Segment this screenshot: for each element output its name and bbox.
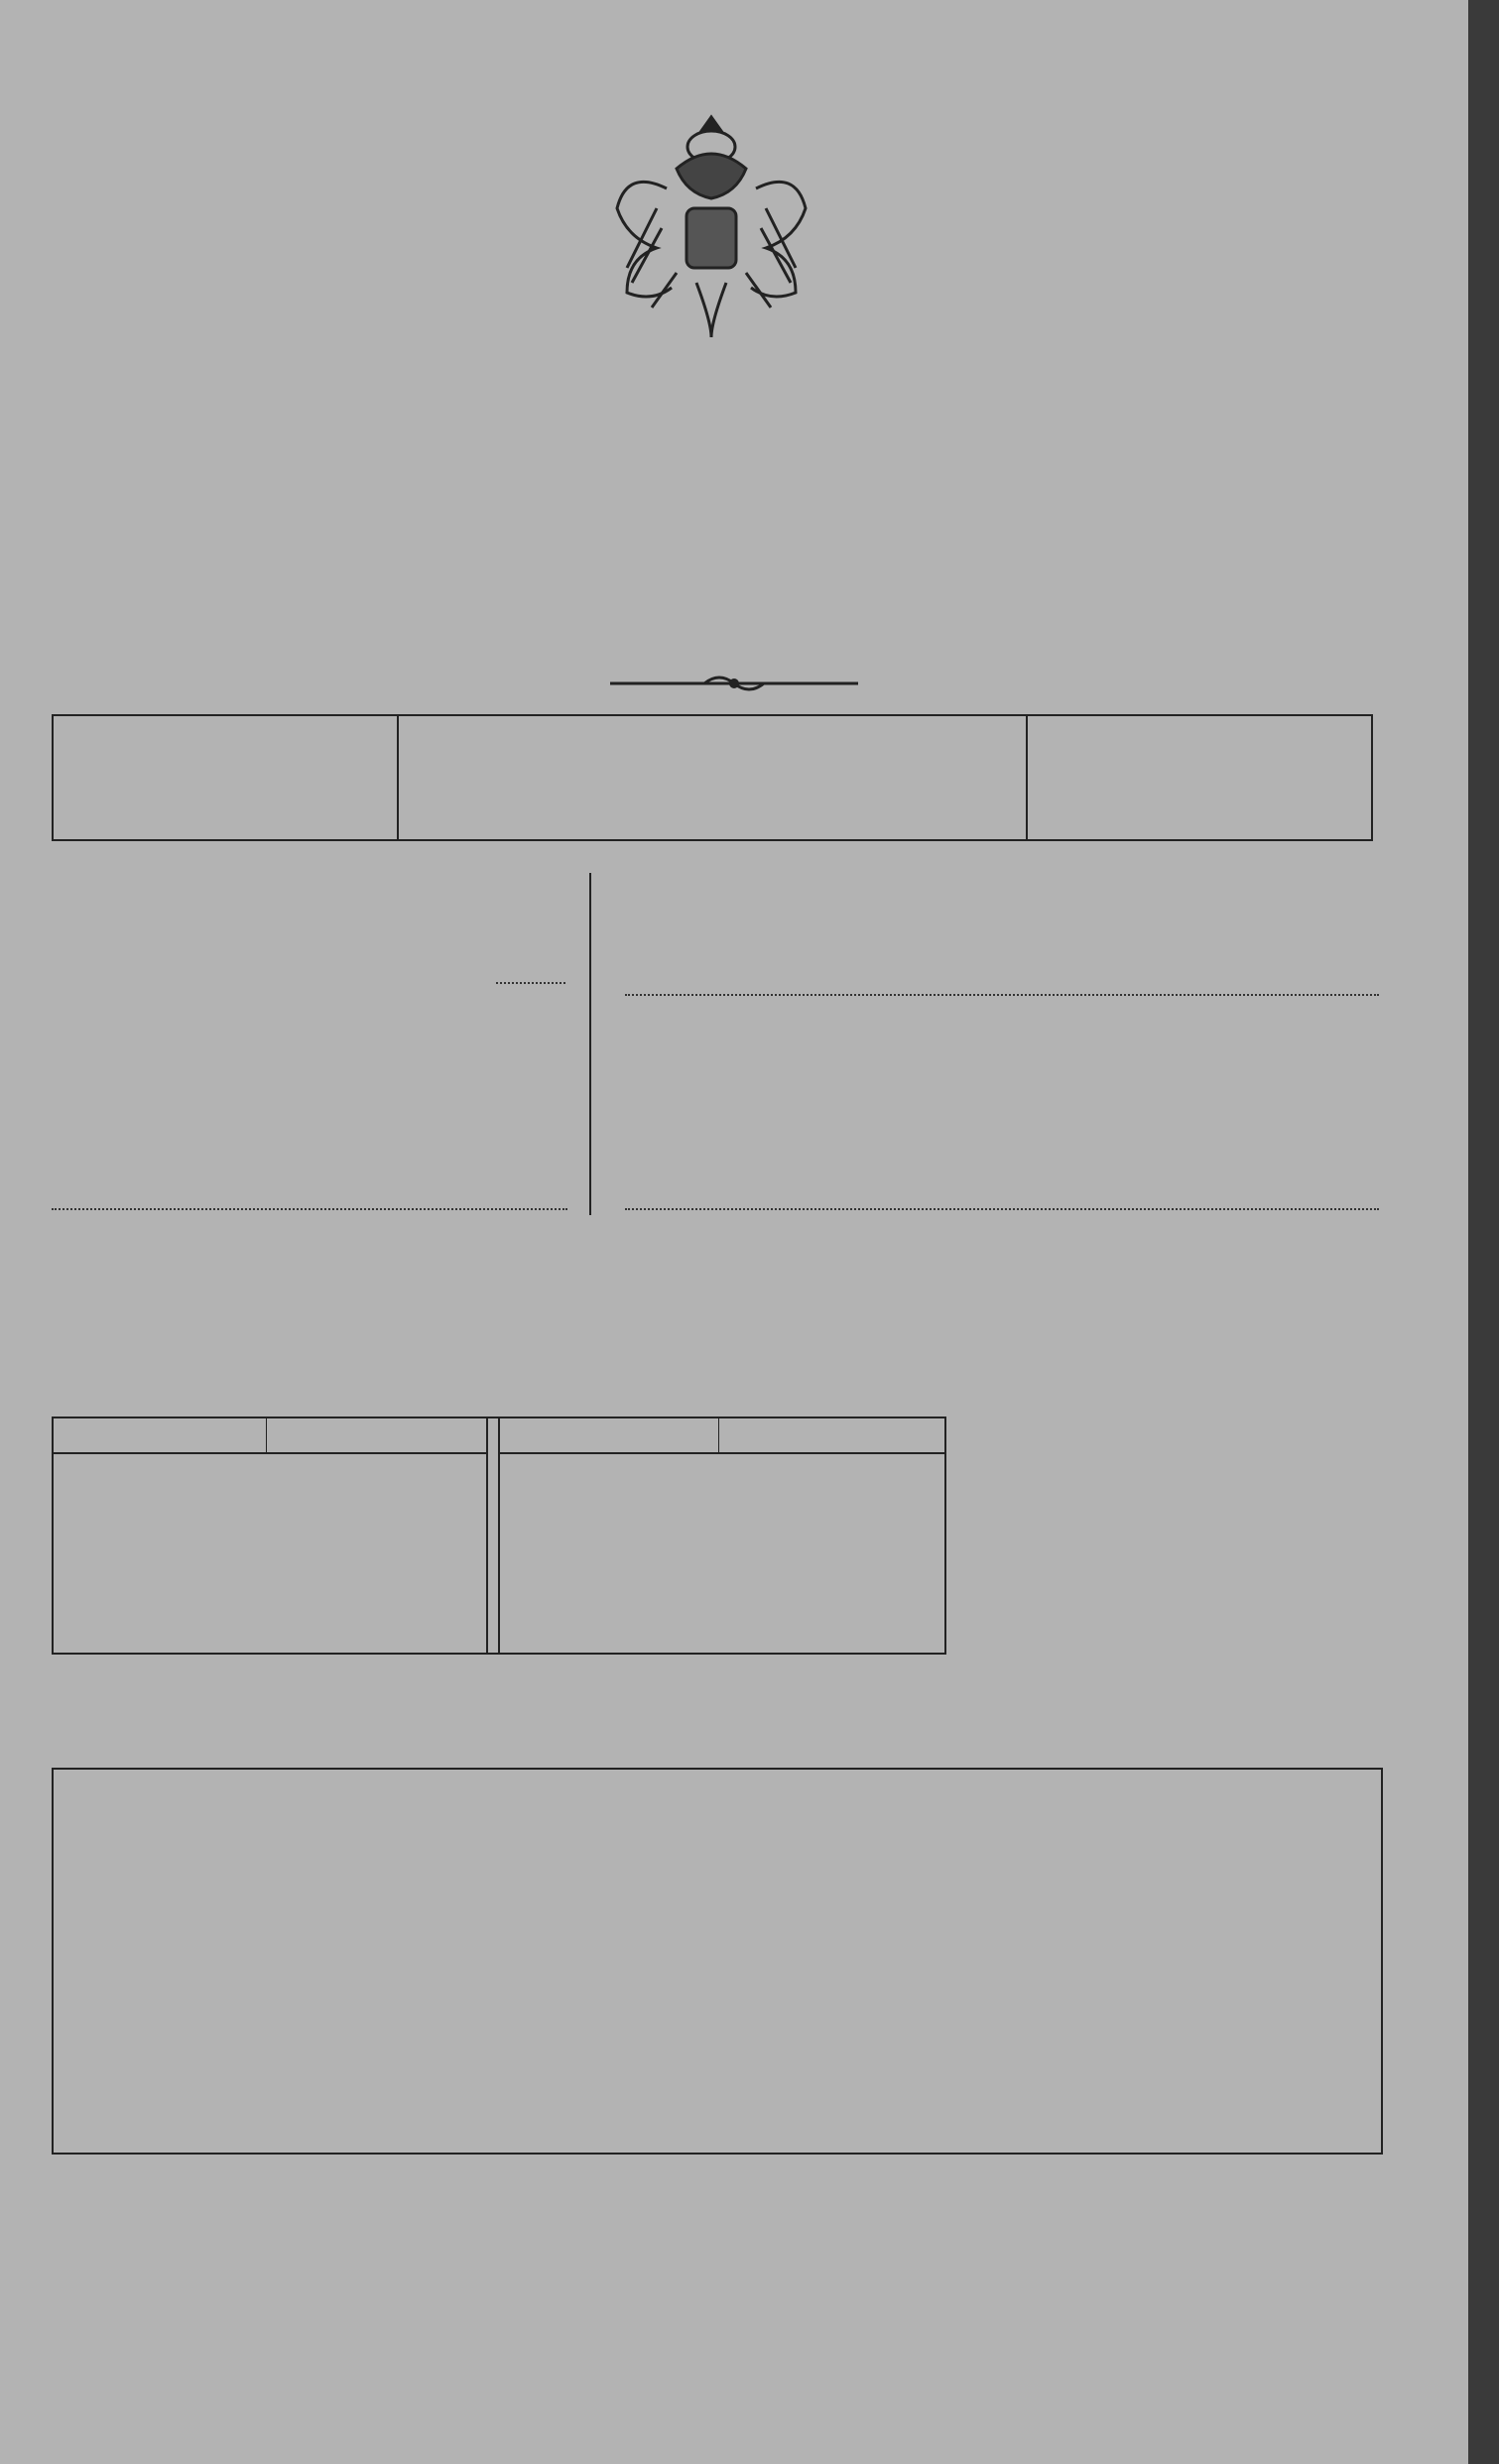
signature-row xyxy=(337,2210,345,2250)
owner-row xyxy=(52,1248,58,1292)
own-yard-row xyxy=(52,1307,300,1347)
col-material-header xyxy=(54,1418,267,1452)
census-area-row xyxy=(52,891,99,930)
uezd-box xyxy=(1026,714,1373,841)
field-divider xyxy=(589,873,591,1215)
volost-extra-line xyxy=(52,1208,567,1210)
buildings-left-half xyxy=(54,1418,486,1454)
binder-edge xyxy=(1468,0,1499,2464)
col-roof-header-2 xyxy=(719,1418,944,1452)
society-line xyxy=(625,994,1379,996)
gubernia-box xyxy=(52,714,399,841)
ornament-divider xyxy=(605,673,863,694)
sheet-title-box xyxy=(395,714,1026,841)
imperial-eagle-emblem xyxy=(607,109,815,352)
population-table xyxy=(52,1768,1383,2155)
buildings-right-half xyxy=(498,1418,944,1454)
col-material-header-2 xyxy=(498,1418,719,1452)
buildings-table xyxy=(52,1417,946,1655)
village-extra-line xyxy=(625,1208,1379,1210)
stan-row xyxy=(52,952,87,978)
col-roof-header xyxy=(267,1418,486,1452)
police-line xyxy=(496,982,565,984)
